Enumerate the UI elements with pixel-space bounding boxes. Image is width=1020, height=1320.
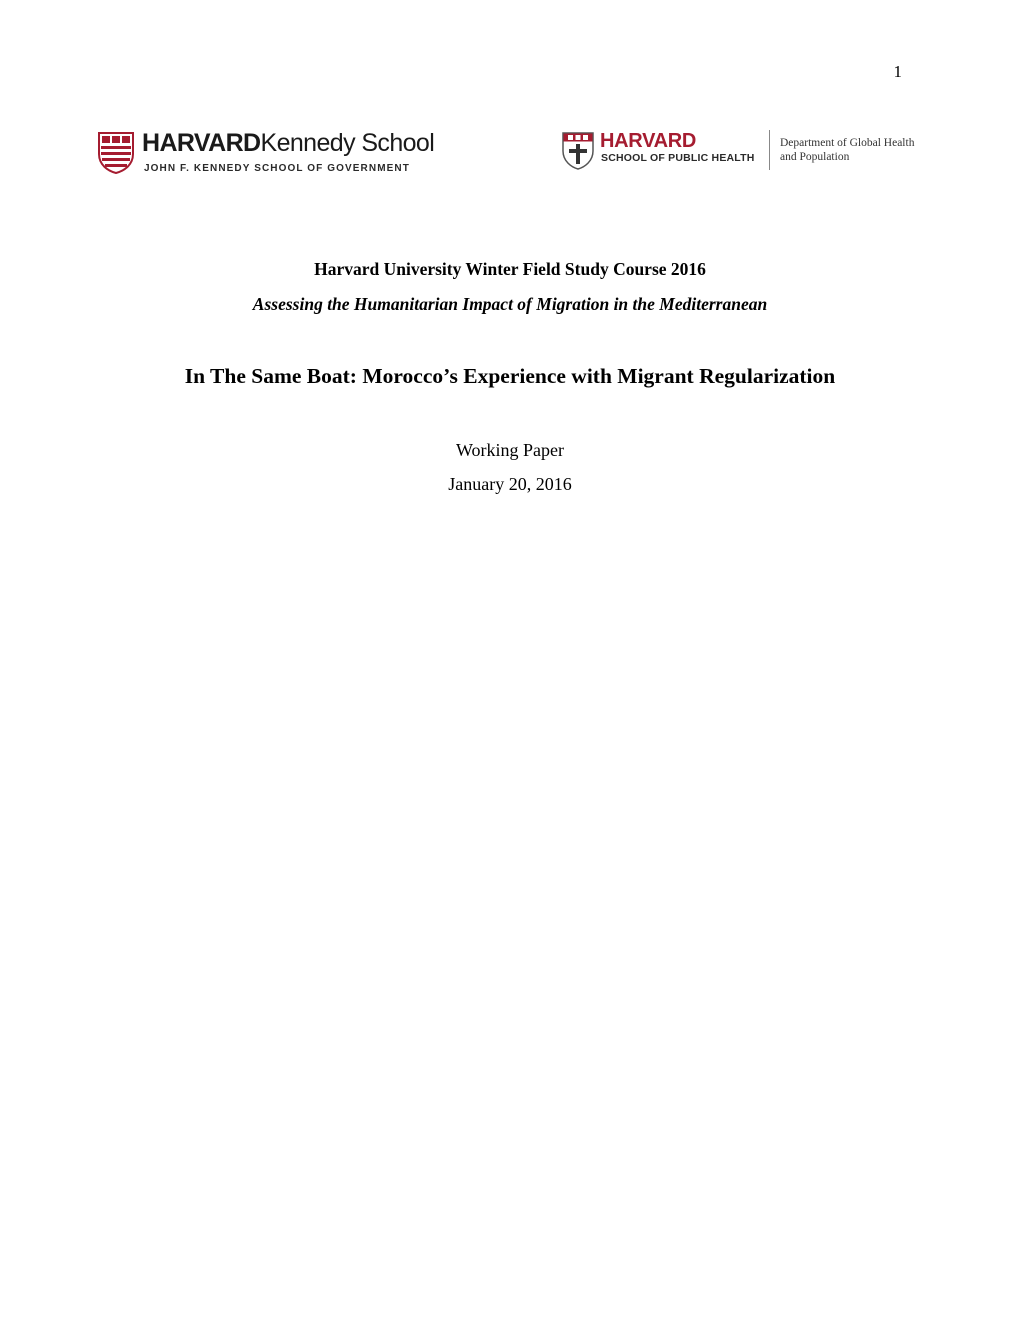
- hks-logo: [98, 131, 450, 177]
- hks-kennedy-school-text: Kennedy School: [260, 129, 435, 157]
- course-title: Harvard University Winter Field Study Course 2016: [314, 259, 706, 279]
- hsph-divider: [769, 130, 770, 170]
- hks-harvard-text: HARVARD: [142, 129, 261, 157]
- course-subtitle: Assessing the Humanitarian Impact of Migration in the Mediterranean: [252, 294, 768, 314]
- paper-title: In The Same Boat: Morocco’s Experience with Migrant Regularization: [184, 364, 836, 388]
- paper-type: Working Paper: [455, 440, 565, 460]
- hsph-dept-line1: Department of Global Health: [780, 137, 915, 149]
- hsph-harvard-text: HARVARD: [600, 130, 697, 152]
- hsph-shield-icon: [562, 132, 594, 170]
- page-number: 1: [893, 62, 902, 81]
- paper-date: January 20, 2016: [448, 474, 572, 494]
- hks-subtitle: JOHN F. KENNEDY SCHOOL OF GOVERNMENT: [144, 163, 410, 174]
- hsph-logo: [562, 130, 942, 174]
- hsph-department: [780, 136, 914, 164]
- hsph-school-text: SCHOOL OF PUBLIC HEALTH: [601, 152, 755, 164]
- hks-shield-icon: [98, 132, 134, 174]
- hks-wordmark: [142, 131, 434, 156]
- hsph-dept-line2: and Population: [780, 151, 850, 163]
